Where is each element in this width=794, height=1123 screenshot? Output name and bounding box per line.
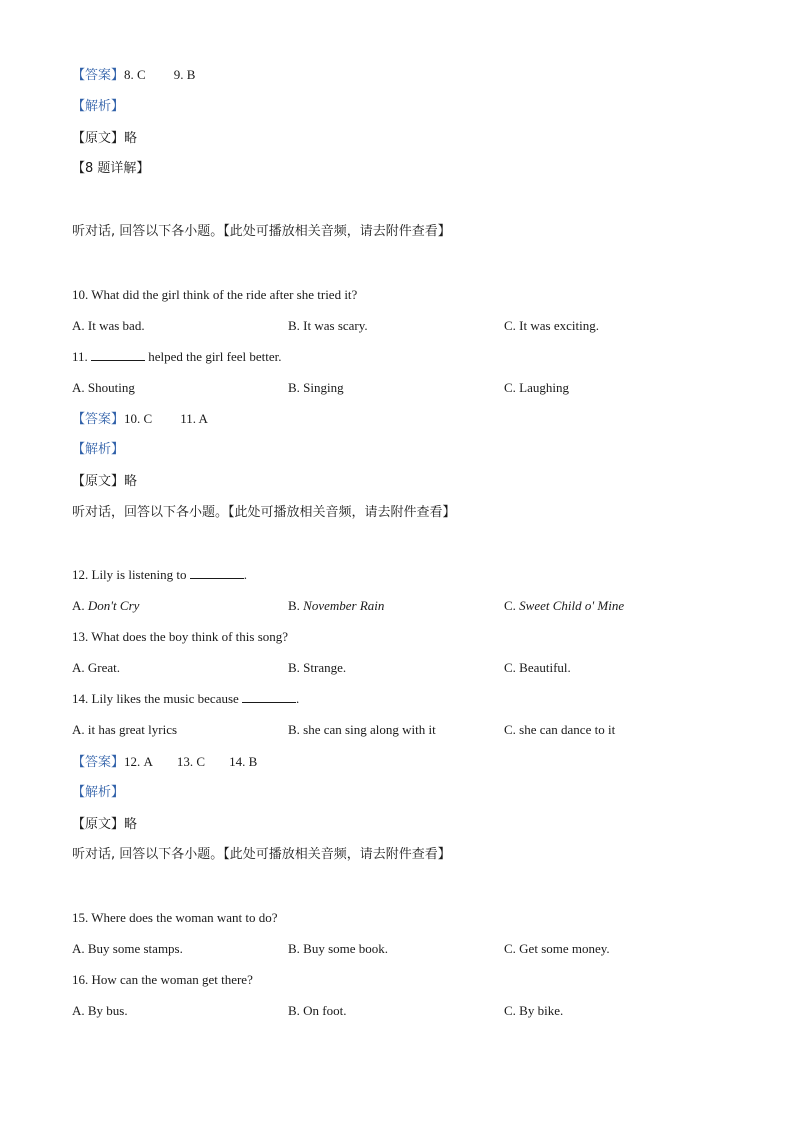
answer-9: 9. B [173,67,196,82]
option-13-c: C. Beautiful. [504,660,571,675]
question-8-detail-heading: 【8 题详解】 [72,161,150,176]
option-11-a: A. Shouting [72,380,135,395]
question-14 [72,690,299,708]
answer-blank [242,690,296,703]
answer-tag: 【答案】 [72,68,125,83]
answer-14: 14. B [229,754,258,769]
listening-instruction: 听对话，回答以下各小题。【此处可播放相关音频，请去附件查看】 [72,505,456,520]
original-text: 略 [124,817,138,832]
question-13-options [72,659,722,677]
answer-12: 12. A [124,754,153,769]
question-11 [72,348,281,366]
original-text: 略 [124,131,138,146]
answer-tag: 【答案】 [72,755,125,770]
option-letter: B. [288,598,304,613]
answer-line-8-9 [72,66,195,84]
option-16-c: C. By bike. [504,1003,564,1018]
question-12-suffix: . [243,567,247,582]
listening-instruction: 听对话, 回答以下各小题。【此处可播放相关音频，请去附件查看】 [72,224,451,239]
option-letter: C. [504,598,520,613]
analysis-heading: 【解析】 [72,99,125,114]
option-11-c: C. Laughing [504,380,569,395]
question-15: 15. Where does the woman want to do? [72,910,278,925]
question-13: 13. What does the boy think of this song? [72,629,289,644]
answer-tag: 【答案】 [72,412,125,427]
answer-13: 13. C [176,754,206,769]
answer-line-10-11 [72,410,208,428]
option-letter: A. [72,598,88,613]
song-title: Sweet Child o' Mine [519,598,625,613]
analysis-heading: 【解析】 [72,785,125,800]
answer-blank [91,348,145,361]
option-16-a: A. By bus. [72,1003,128,1018]
analysis-heading: 【解析】 [72,442,125,457]
option-15-b: B. Buy some book. [288,941,389,956]
question-16-options [72,1002,722,1020]
option-12-c [504,597,624,615]
question-14-prefix: 14. Lily likes the music because [72,691,243,706]
original-text: 略 [124,474,138,489]
option-13-b: B. Strange. [288,660,347,675]
option-13-a: A. Great. [72,660,121,675]
question-11-options [72,379,722,397]
option-10-b: B. It was scary. [288,318,368,333]
song-title: November Rain [303,598,385,613]
question-12-prefix: 12. Lily is listening to [72,567,190,582]
question-14-suffix: . [296,691,300,706]
listening-instruction: 听对话, 回答以下各小题。【此处可播放相关音频，请去附件查看】 [72,847,451,862]
option-10-a: A. It was bad. [72,318,145,333]
question-12 [72,566,247,584]
answer-line-12-14 [72,753,257,771]
answer-blank [190,566,244,579]
option-15-a: A. Buy some stamps. [72,941,183,956]
question-10: 10. What did the girl think of the ride after she tried it? [72,287,358,302]
question-11-suffix: helped the girl feel better. [145,349,282,364]
option-11-b: B. Singing [288,380,344,395]
question-12-options [72,597,722,615]
question-16: 16. How can the woman get there? [72,972,253,987]
option-10-c: C. It was exciting. [504,318,599,333]
question-14-options [72,721,722,739]
song-title: Don't Cry [87,598,140,613]
original-line [72,129,137,147]
original-tag: 【原文】 [72,474,125,489]
option-12-b [288,597,384,615]
answer-10: 10. C [124,411,153,426]
option-15-c: C. Get some money. [504,941,610,956]
question-15-options [72,940,722,958]
option-14-a: A. it has great lyrics [72,722,178,737]
original-line [72,472,137,490]
option-14-b: B. she can sing along with it [288,722,436,737]
answer-8: 8. C [124,67,146,82]
original-tag: 【原文】 [72,131,125,146]
question-10-options [72,317,722,335]
answer-11: 11. A [180,411,208,426]
option-12-a [72,597,139,615]
option-14-c: C. she can dance to it [504,722,616,737]
original-line [72,815,137,833]
original-tag: 【原文】 [72,817,125,832]
question-11-prefix: 11. [72,349,92,364]
option-16-b: B. On foot. [288,1003,347,1018]
